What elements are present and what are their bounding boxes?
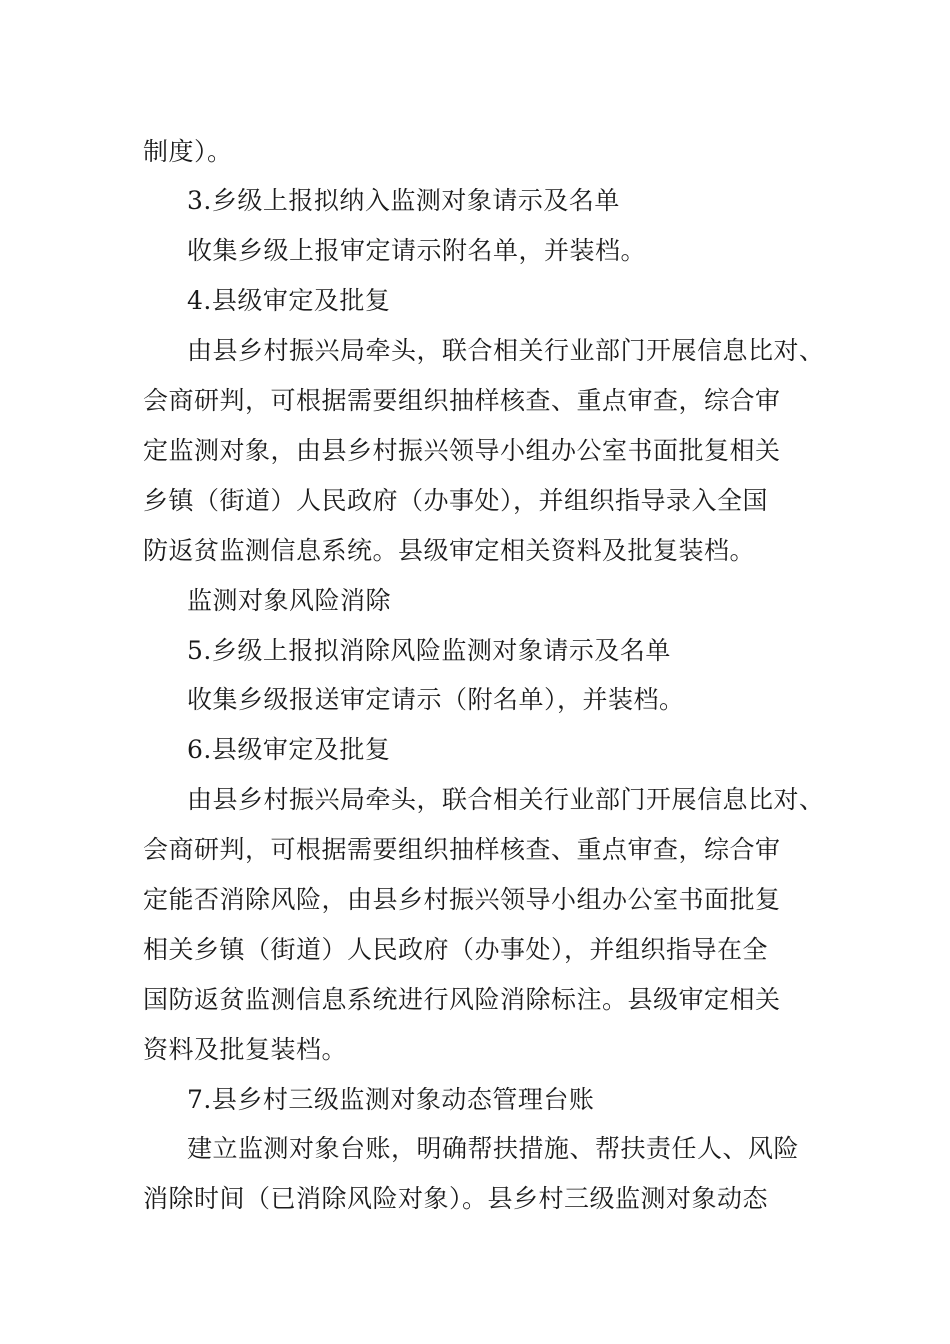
section-heading: 6.县级审定及批复 [187,735,391,764]
text-line: 乡镇（街道）人民政府（办事处），并组织指导录入全国 [143,486,769,515]
text-line: 制度）。 [143,137,233,166]
text-line: 收集乡级上报审定请示附名单，并装档。 [187,236,647,265]
text-line: 会商研判，可根据需要组织抽样核查、重点审查，综合审 [143,386,781,415]
text-line: 定能否消除风险，由县乡村振兴领导小组办公室书面批复 [143,885,781,914]
text-line: 国防返贫监测信息系统进行风险消除标注。县级审定相关 [143,985,781,1014]
text-line: 会商研判，可根据需要组织抽样核查、重点审查，综合审 [143,835,781,864]
text-line: 建立监测对象台账，明确帮扶措施、帮扶责任人、风险 [187,1134,800,1163]
text-line: 定监测对象，由县乡村振兴领导小组办公室书面批复相关 [143,436,781,465]
text-line: 相关乡镇（街道）人民政府（办事处），并组织指导在全 [143,935,769,964]
section-heading: 5.乡级上报拟消除风险监测对象请示及名单 [187,636,671,665]
section-heading: 监测对象风险消除 [187,586,392,615]
section-heading: 3.乡级上报拟纳入监测对象请示及名单 [187,186,620,215]
text-line: 资料及批复装档。 [143,1035,348,1064]
text-line: 由县乡村振兴局牵头，联合相关行业部门开展信息比对、 [187,785,825,814]
section-heading: 4.县级审定及批复 [187,286,391,315]
text-line: 收集乡级报送审定请示（附名单），并装档。 [187,685,685,714]
text-line: 由县乡村振兴局牵头，联合相关行业部门开展信息比对、 [187,336,825,365]
text-line: 防返贫监测信息系统。县级审定相关资料及批复装档。 [143,536,756,565]
text-line: 消除时间（已消除风险对象）。县乡村三级监测对象动态 [143,1184,769,1213]
section-heading: 7.县乡村三级监测对象动态管理台账 [187,1085,595,1114]
